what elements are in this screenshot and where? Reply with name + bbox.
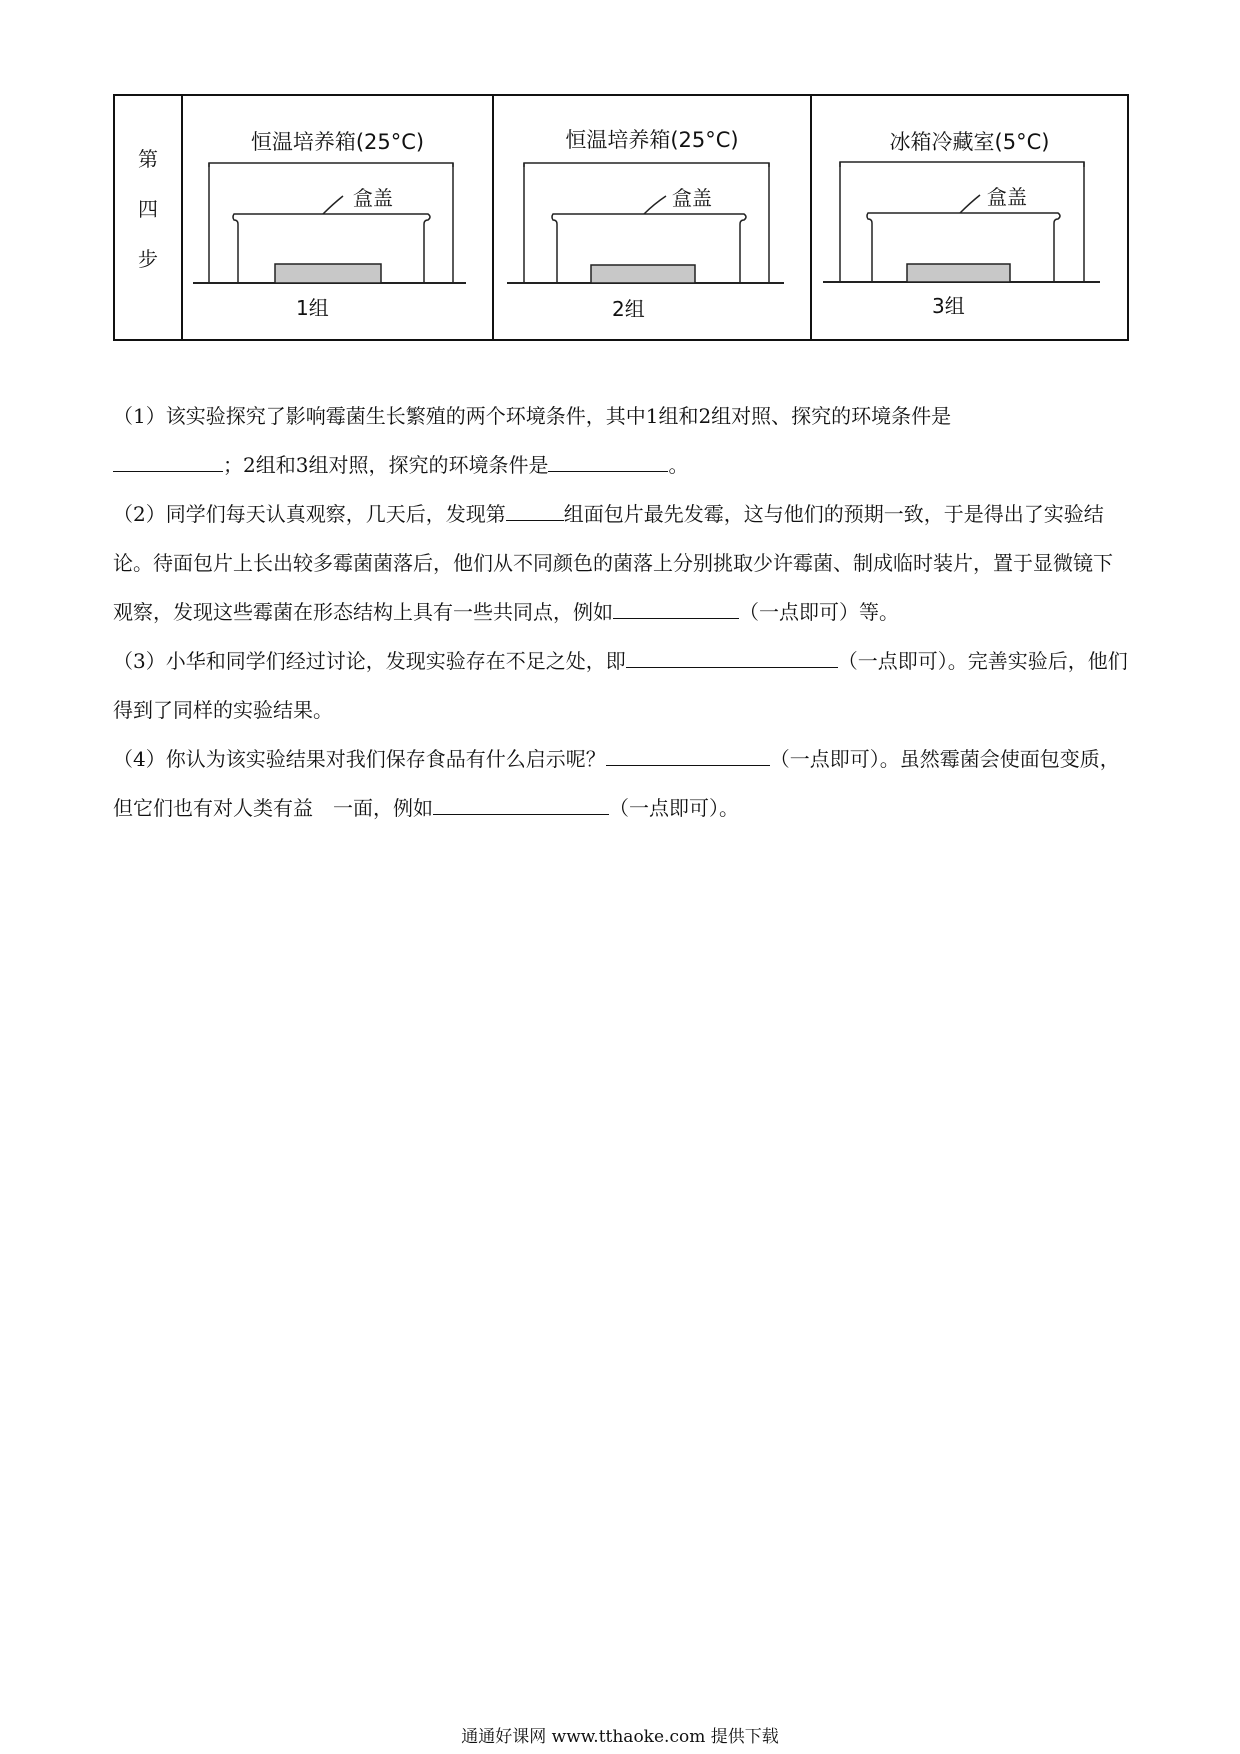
lid-label: 盒盖 [353,186,393,210]
answer-blank[interactable] [506,498,564,521]
page-footer: 通通好课网 www.tthaoke.com 提供下载 [461,1727,779,1747]
question-4: （4）你认为该实验结果对我们保存食品有什么启示呢？ （一点即可）。虽然霉菌会使面包变质，但它们也有对人类有益 一面，例如 （一点即可）。 [113,735,1129,833]
incubator-title: 恒温培养箱(25°C) [250,130,425,154]
answer-blank[interactable] [613,596,739,619]
lid-label: 盒盖 [987,185,1027,209]
fridge-diagram [812,96,1127,341]
answer-blank[interactable] [433,792,609,815]
group-3-cell [812,96,1127,339]
group-label: 3组 [932,294,965,318]
bread-slice [907,264,1010,282]
answer-blank[interactable] [113,449,223,472]
question-list [113,392,1129,833]
step-four-table [113,94,1129,341]
incubator-diagram [183,96,494,341]
answer-blank[interactable] [626,645,838,668]
answer-blank[interactable] [548,449,668,472]
answer-blank[interactable] [606,743,770,766]
incubator-diagram [494,96,812,341]
step-label [115,96,183,339]
bread-slice [591,265,695,283]
group-label: 2组 [612,297,645,321]
incubator-title: 恒温培养箱(25°C) [565,128,739,152]
step-char: 第 [138,146,158,171]
bread-slice [275,264,381,283]
group-1-cell [183,96,494,339]
step-char: 四 [138,196,158,221]
question-2: （2）同学们每天认真观察，几天后，发现第 组面包片最先发霉，这与他们的预期一致，于是得出了实验结论。待面包片上长出较多霉菌菌落后，他们从不同颜色的菌落上分别挑取少许霉菌、制成临时装片，置于显微镜下观察，发现这些霉菌在形态结构上具有一些共同点，例如 （一点即可）等。 [113,490,1129,637]
question-1: （1）该实验探究了影响霉菌生长繁殖的两个环境条件，其中1组和2组对照、探究的环境条件是 ；2组和3组对照，探究的环境条件是 。 [113,404,952,477]
lid-label: 盒盖 [672,186,712,210]
group-label: 1组 [296,296,329,320]
step-char: 步 [138,246,158,271]
question-3: （3）小华和同学们经过讨论，发现实验存在不足之处，即 （一点即可）。完善实验后，他们得到了同样的实验结果。 [113,637,1129,735]
group-2-cell [494,96,812,339]
fridge-title: 冰箱冷藏室(5°C) [889,130,1050,154]
